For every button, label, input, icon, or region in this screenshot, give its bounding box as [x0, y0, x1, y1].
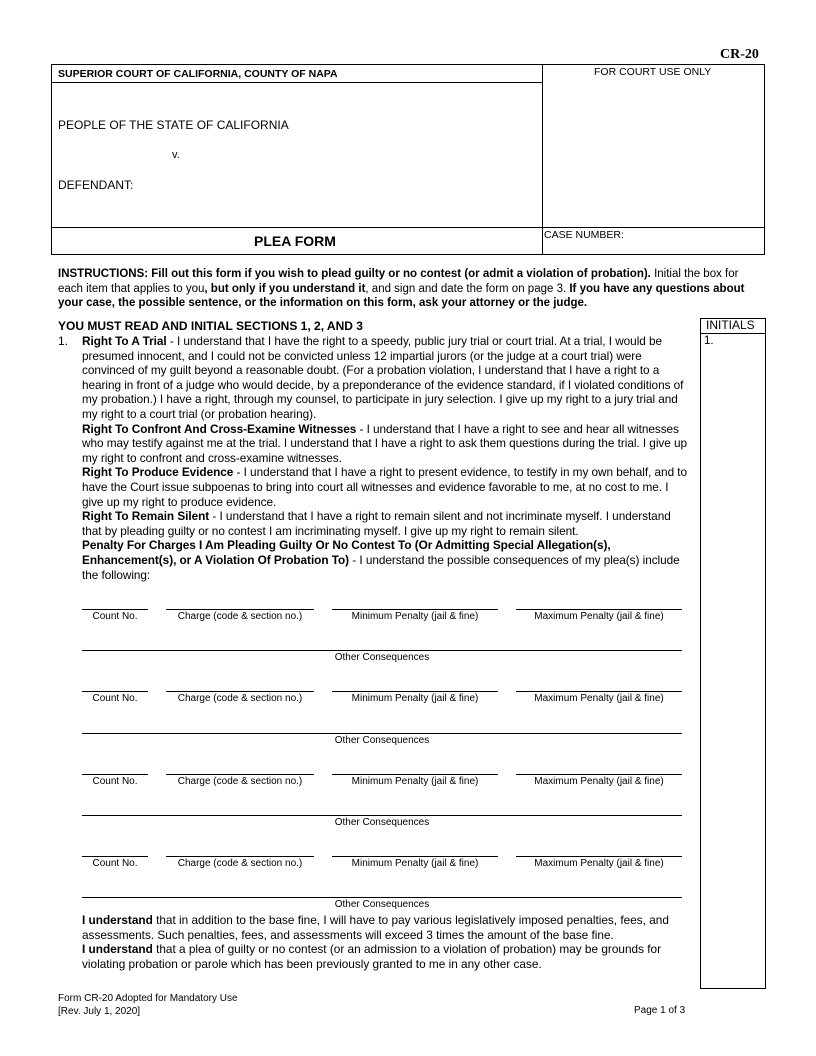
min-penalty-caption: Minimum Penalty (jail & fine)	[351, 611, 479, 622]
other-consequences-caption: Other Consequences	[334, 817, 430, 828]
penalty-title: Penalty For Charges I Am Pleading Guilty Or No Contest To (Or Admitting Special Allegation(s), Enhancement(s), or A Violation Of Probation To)	[82, 538, 611, 567]
other-consequences-caption: Other Consequences	[334, 735, 430, 746]
right-to-trial	[82, 334, 692, 422]
other-consequences-caption: Other Consequences	[334, 899, 430, 910]
other-consequences-field[interactable]	[82, 733, 682, 734]
count-field[interactable]	[82, 609, 148, 610]
instructions-lead: INSTRUCTIONS: Fill out this form if you wish to plead guilty or no contest (or admit a violation of probation).	[58, 268, 651, 280]
min-penalty-field[interactable]	[332, 774, 498, 775]
right-to-produce-evidence	[82, 465, 692, 509]
charge-field[interactable]	[166, 774, 314, 775]
count-caption: Count No.	[92, 693, 138, 704]
max-penalty-field[interactable]	[516, 856, 682, 857]
charge-caption: Charge (code & section no.)	[177, 776, 303, 787]
right-to-confront-title: Right To Confront And Cross-Examine Witnesses	[82, 421, 357, 436]
min-penalty-field[interactable]	[332, 609, 498, 610]
max-penalty-field[interactable]	[516, 691, 682, 692]
min-penalty-field[interactable]	[332, 691, 498, 692]
min-penalty-caption: Minimum Penalty (jail & fine)	[351, 693, 479, 704]
form-id: CR-20	[720, 47, 759, 62]
max-penalty-field[interactable]	[516, 609, 682, 610]
footer-adopted: Form CR-20 Adopted for Mandatory Use	[58, 993, 238, 1004]
understand-label: I understand	[82, 913, 153, 927]
footer-revision: [Rev. July 1, 2020]	[58, 1005, 141, 1017]
right-to-confront	[82, 422, 692, 466]
count-caption: Count No.	[92, 776, 138, 787]
charge-caption: Charge (code & section no.)	[177, 611, 303, 622]
right-to-trial-title: Right To A Trial	[82, 334, 167, 348]
max-penalty-caption: Maximum Penalty (jail & fine)	[534, 776, 664, 787]
right-to-confront-text: - I understand that I have a right to see and hear all witnesses who may testify against me at the trial. I understand that I have a right to ask them questions during the trial. I give up my right to confront and cross-examine witnesses.	[82, 421, 687, 465]
base-fine-text: that in addition to the base fine, I will have to pay various legislatively imposed penalties, fees, and assessments. Such penalties, fees, and assessments will exceed 3 times the amount of the base fine.	[82, 913, 669, 942]
instructions	[58, 267, 764, 311]
max-penalty-caption: Maximum Penalty (jail & fine)	[534, 858, 664, 869]
charge-field[interactable]	[166, 691, 314, 692]
count-field[interactable]	[82, 856, 148, 857]
defendant-field[interactable]: DEFENDANT:	[58, 178, 134, 192]
min-penalty-caption: Minimum Penalty (jail & fine)	[351, 776, 479, 787]
other-consequences-field[interactable]	[82, 650, 682, 651]
court-use-label: FOR COURT USE ONLY	[594, 66, 712, 78]
right-to-produce-evidence-text: - I understand that I have a right to present evidence, to testify in my own behalf, and to have the Court issue subpoenas to bring into court all witnesses and evidence favorable to me, at no cost to me. I give up my right to produce evidence.	[82, 465, 688, 509]
section-number: 1.	[58, 334, 69, 348]
other-consequences-caption: Other Consequences	[334, 652, 430, 663]
count-field[interactable]	[82, 691, 148, 692]
charge-caption: Charge (code & section no.)	[177, 858, 303, 869]
page-number: Page 1 of 3	[634, 1005, 686, 1016]
right-to-trial-text: - I understand that I have the right to a speedy, public jury trial or court trial. At a trial, I would be presumed innocent, and I could not be convicted unless 12 impartial jurors (or the judge at a court trial) were convinced of my guilt beyond a reasonable doubt. (For a probation violation, I understand that I have a right to a hearing in front of a judge who would decide, by a preponderance of the evidence standard, if I violated conditions of my probation.) I have a right, through my counsel, to participate in jury selection. I give up my right to a jury trial and my right to a court trial (or probation hearing).	[82, 334, 684, 421]
case-number-field[interactable]: CASE NUMBER:	[544, 229, 624, 241]
right-to-remain-silent-title: Right To Remain Silent	[82, 509, 210, 524]
base-fine-paragraph	[82, 913, 692, 942]
right-to-remain-silent	[82, 509, 692, 538]
instructions-text: , and sign and date the form on page 3.	[365, 282, 567, 295]
initials-column	[700, 318, 766, 989]
instructions-text: If you have any questions about your case, the possible sentence, or the information on this form, ask your attorney or the judge.	[58, 282, 745, 309]
form-title: PLEA FORM	[254, 233, 336, 249]
max-penalty-caption: Maximum Penalty (jail & fine)	[534, 611, 664, 622]
count-caption: Count No.	[92, 611, 138, 622]
charge-field[interactable]	[166, 609, 314, 610]
count-field[interactable]	[82, 774, 148, 775]
footer-adoption	[58, 993, 238, 1018]
section-1-text	[82, 334, 692, 582]
header-divider	[51, 82, 542, 83]
penalty-paragraph	[82, 538, 692, 582]
max-penalty-field[interactable]	[516, 774, 682, 775]
instructions-text: , but only if you understand it	[204, 282, 366, 295]
initials-header: INITIALS	[706, 318, 755, 332]
min-penalty-caption: Minimum Penalty (jail & fine)	[351, 858, 479, 869]
instructions-text: Initial the box for each item that applies to you	[58, 268, 739, 295]
probation-paragraph	[82, 942, 692, 971]
understand-label: I understand	[82, 942, 153, 957]
min-penalty-field[interactable]	[332, 856, 498, 857]
section-heading: YOU MUST READ AND INITIAL SECTIONS 1, 2, AND 3	[58, 319, 363, 333]
max-penalty-caption: Maximum Penalty (jail & fine)	[534, 693, 664, 704]
header-divider	[51, 227, 765, 228]
charge-caption: Charge (code & section no.)	[177, 693, 303, 704]
people-label: PEOPLE OF THE STATE OF CALIFORNIA	[58, 118, 289, 132]
closing-text	[82, 913, 692, 971]
charge-field[interactable]	[166, 856, 314, 857]
other-consequences-field[interactable]	[82, 897, 682, 898]
probation-text: that a plea of guilty or no contest (or an admission to a violation of probation) may be grounds for violating probation or parole which has been previously granted to me in any other case.	[82, 942, 662, 971]
court-name: SUPERIOR COURT OF CALIFORNIA, COUNTY OF NAPA	[58, 68, 338, 80]
penalty-text: - I understand the possible consequences of my plea(s) include the following:	[82, 552, 680, 582]
initials-divider	[700, 333, 766, 334]
right-to-remain-silent-text: - I understand that I have a right to remain silent and not incriminate myself. I understand that by pleading guilty or no contest I am incriminating myself. I give up my right to remain silent.	[82, 509, 671, 538]
other-consequences-field[interactable]	[82, 815, 682, 816]
versus-label: v.	[172, 149, 180, 161]
count-caption: Count No.	[92, 858, 138, 869]
right-to-produce-evidence-title: Right To Produce Evidence	[82, 465, 234, 480]
initials-box-1[interactable]: 1.	[704, 335, 714, 347]
